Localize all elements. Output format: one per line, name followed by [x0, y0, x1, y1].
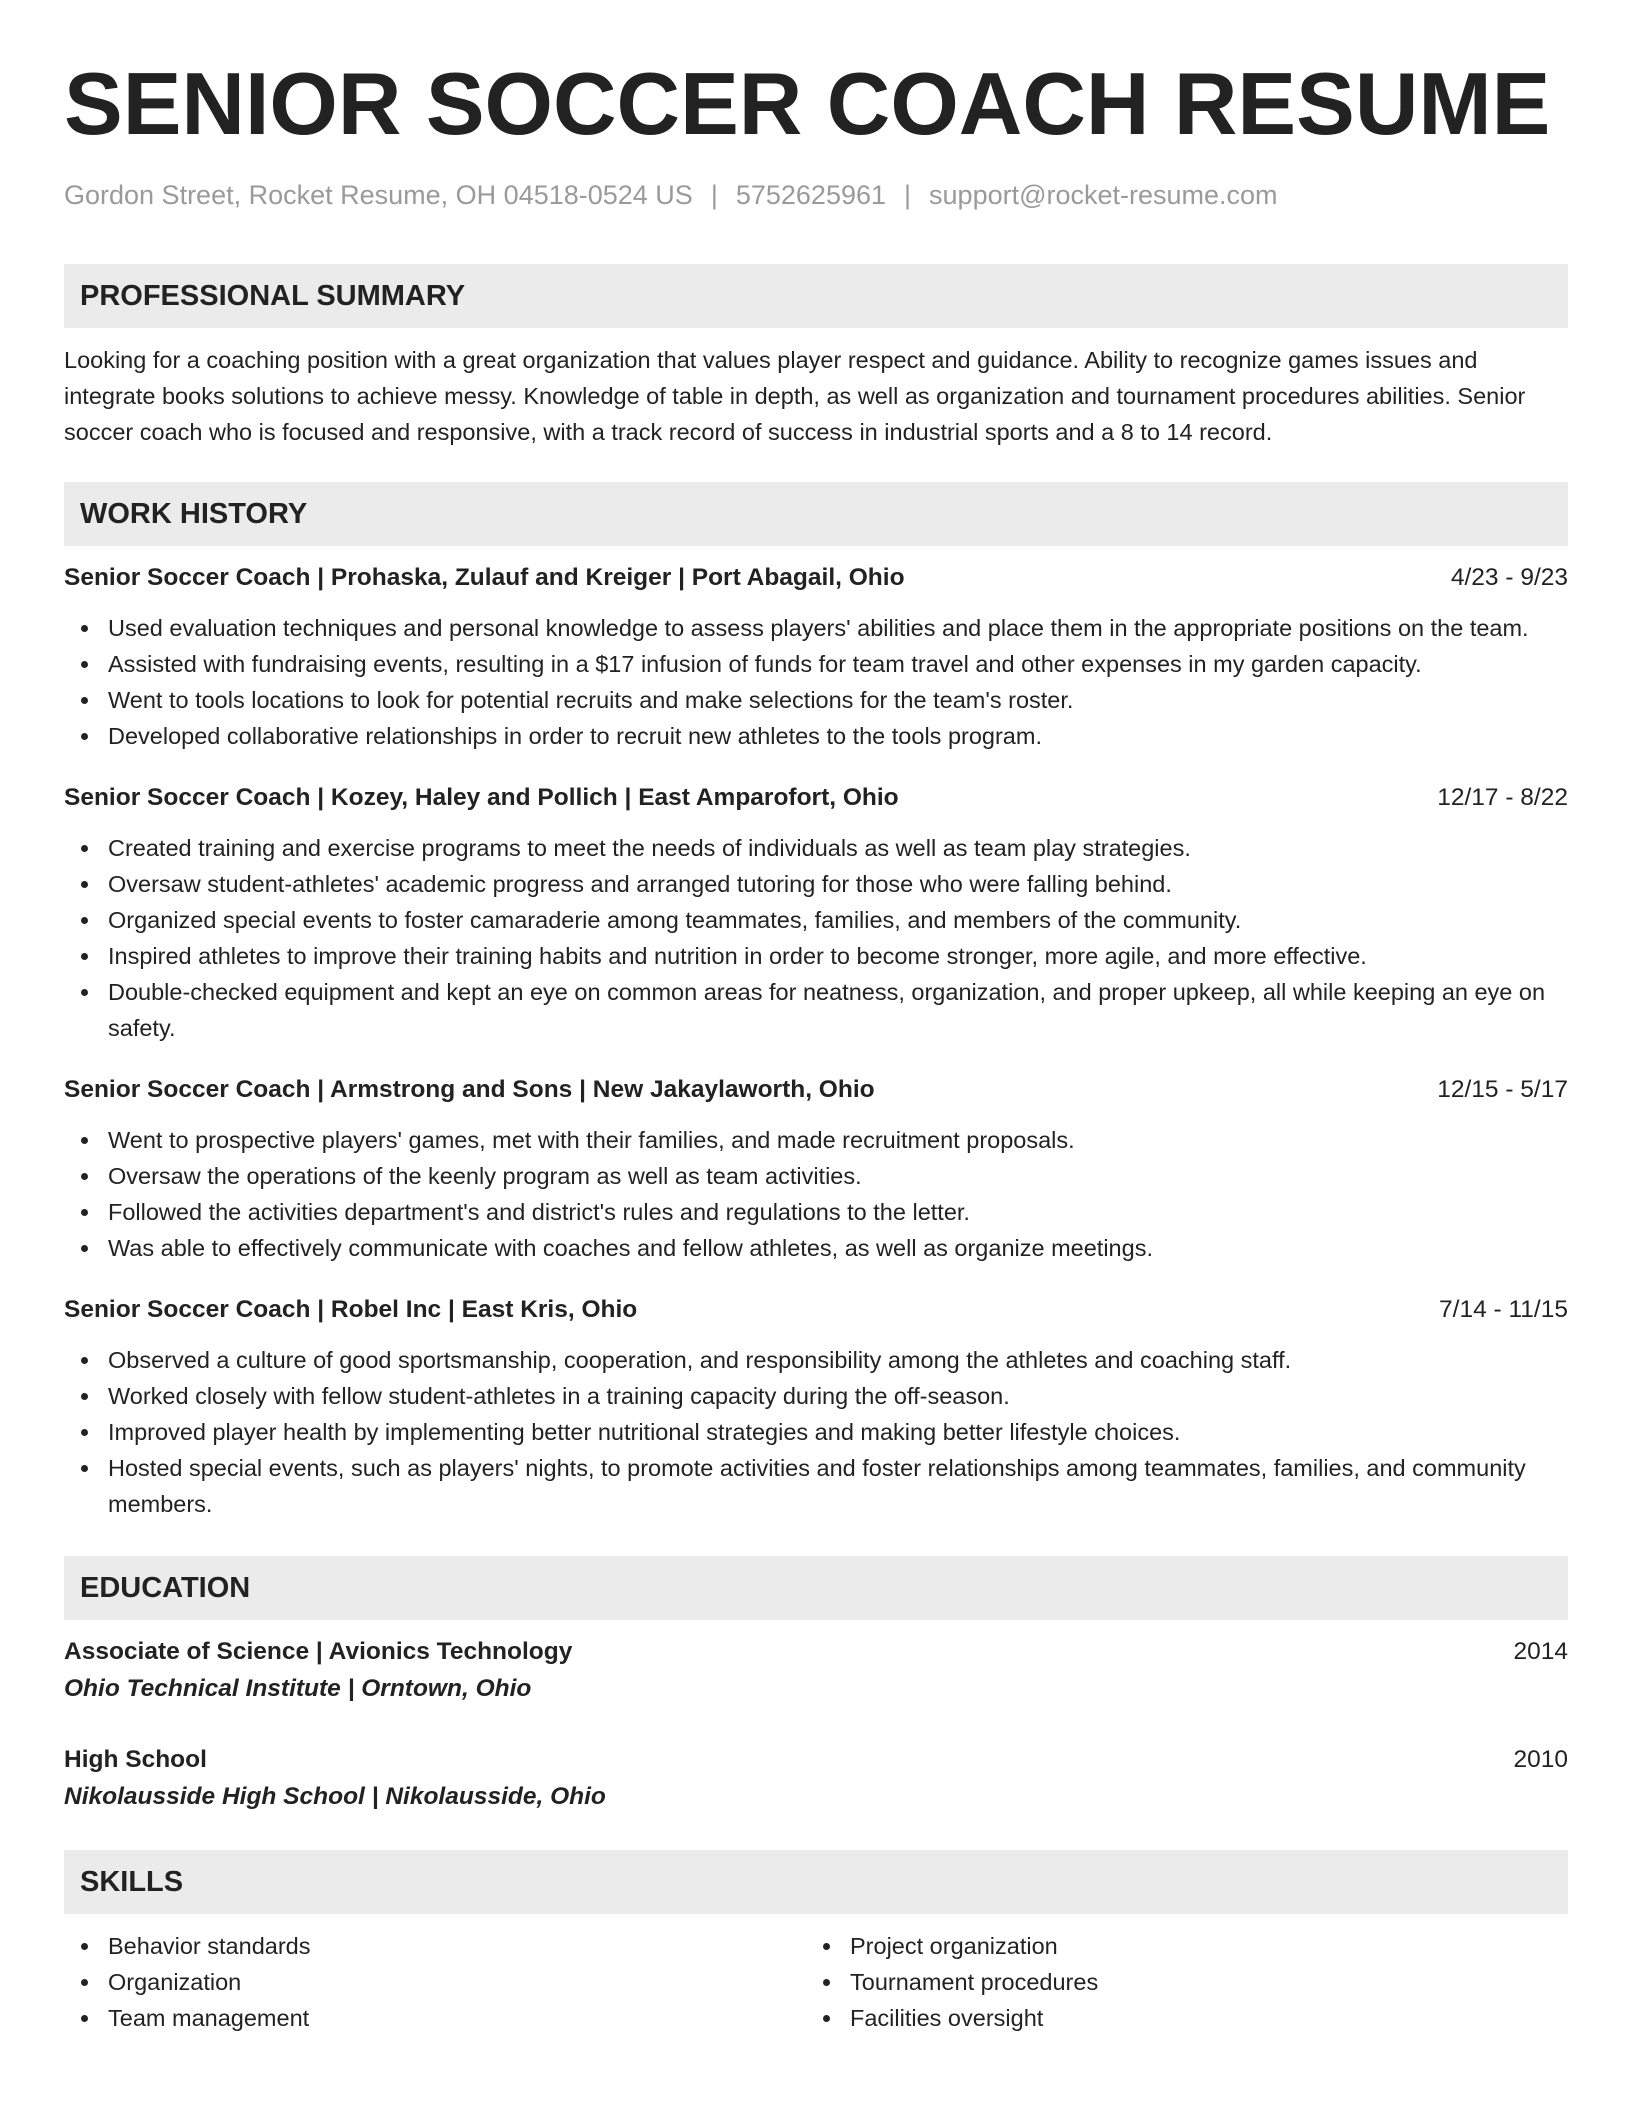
- job-bullet: Hosted special events, such as players' nights, to promote activities and foster relationships among teammates, families, and community members.: [64, 1450, 1568, 1522]
- job-dates: 4/23 - 9/23: [1450, 564, 1568, 591]
- skills-column-right: [806, 1928, 1548, 2036]
- education-entry: [64, 1634, 1568, 1708]
- education-entry: [64, 1742, 1568, 1816]
- skill-item: Project organization: [806, 1928, 1548, 1964]
- job-bullet: Was able to effectively communicate with coaches and fellow athletes, as well as organize meetings.: [64, 1230, 1568, 1266]
- job-bullet: Followed the activities department's and district's rules and regulations to the letter.: [64, 1194, 1568, 1230]
- contact-address: Gordon Street, Rocket Resume, OH 04518-0524 US: [64, 180, 693, 210]
- skill-item: Team management: [64, 2000, 806, 2036]
- summary-heading: PROFESSIONAL SUMMARY: [64, 264, 1568, 328]
- job-bullet: Double-checked equipment and kept an eye on common areas for neatness, organization, and proper upkeep, all while keeping an eye on safety.: [64, 974, 1568, 1046]
- job-bullets: [64, 1342, 1568, 1522]
- job-bullet: Assisted with fundraising events, resulting in a $17 infusion of funds for team travel and other expenses in my garden capacity.: [64, 646, 1568, 682]
- skills-column-left: [64, 1928, 806, 2036]
- job-bullet: Created training and exercise programs to meet the needs of individuals as well as team play strategies.: [64, 830, 1568, 866]
- job-bullet: Inspired athletes to improve their training habits and nutrition in order to become stronger, more agile, and more effective.: [64, 938, 1568, 974]
- job-bullets: [64, 1122, 1568, 1266]
- contact-email: support@rocket-resume.com: [929, 180, 1278, 210]
- work-history-heading: WORK HISTORY: [64, 482, 1568, 546]
- education-degree: Associate of Science | Avionics Technology: [64, 1638, 573, 1665]
- job-bullet: Developed collaborative relationships in order to recruit new athletes to the tools program.: [64, 718, 1568, 754]
- job-bullet: Used evaluation techniques and personal knowledge to assess players' abilities and place them in the appropriate positions on the team.: [64, 610, 1568, 646]
- job-entry: [64, 780, 1568, 1046]
- education-year: 2014: [1513, 1638, 1568, 1665]
- job-bullet: Oversaw the operations of the keenly program as well as team activities.: [64, 1158, 1568, 1194]
- skills-grid: [64, 1928, 1568, 2036]
- contact-separator: |: [904, 180, 912, 210]
- contact-phone: 5752625961: [735, 180, 887, 210]
- job-dates: 7/14 - 11/15: [1439, 1296, 1568, 1323]
- skill-item: Organization: [64, 1964, 806, 2000]
- skills-heading: SKILLS: [64, 1850, 1568, 1914]
- job-bullet: Observed a culture of good sportsmanship, cooperation, and responsibility among the athletes and coaching staff.: [64, 1342, 1568, 1378]
- resume-page: [64, 56, 1568, 2036]
- education-degree: High School: [64, 1746, 207, 1773]
- resume-title: SENIOR SOCCER COACH RESUME: [64, 54, 1551, 153]
- job-bullets: [64, 830, 1568, 1046]
- education-heading: EDUCATION: [64, 1556, 1568, 1620]
- job-bullet: Oversaw student-athletes' academic progress and arranged tutoring for those who were falling behind.: [64, 866, 1568, 902]
- job-entry: [64, 560, 1568, 754]
- skill-item: Tournament procedures: [806, 1964, 1548, 2000]
- education-year: 2010: [1513, 1746, 1568, 1773]
- job-dates: 12/15 - 5/17: [1437, 1076, 1568, 1103]
- job-bullet: Went to prospective players' games, met with their families, and made recruitment proposals.: [64, 1122, 1568, 1158]
- job-bullets: [64, 610, 1568, 754]
- job-entry: [64, 1072, 1568, 1266]
- job-bullet: Went to tools locations to look for potential recruits and make selections for the team's roster.: [64, 682, 1568, 718]
- skill-item: Behavior standards: [64, 1928, 806, 1964]
- education-school: Ohio Technical Institute | Orntown, Ohio: [64, 1675, 532, 1702]
- job-entry: [64, 1292, 1568, 1522]
- job-title: Senior Soccer Coach | Prohaska, Zulauf and Kreiger | Port Abagail, Ohio: [64, 564, 905, 591]
- job-bullet: Improved player health by implementing better nutritional strategies and making better lifestyle choices.: [64, 1414, 1568, 1450]
- contact-separator: |: [710, 180, 718, 210]
- job-title: Senior Soccer Coach | Armstrong and Sons | New Jakaylaworth, Ohio: [64, 1076, 875, 1103]
- skill-item: Facilities oversight: [806, 2000, 1548, 2036]
- summary-text: Looking for a coaching position with a great organization that values player respect and guidance. Ability to recognize games issues and integrate books solutions to achieve messy. Knowledge of table in depth, as well as organization and tournament procedures abilities. Senior soccer coach who is focused and responsive, with a track record of success in industrial sports and a 8 to 14 record.: [64, 347, 1526, 445]
- education-school: Nikolausside High School | Nikolausside, Ohio: [64, 1783, 606, 1810]
- job-bullet: Worked closely with fellow student-athletes in a training capacity during the off-season.: [64, 1378, 1568, 1414]
- job-bullet: Organized special events to foster camaraderie among teammates, families, and members of the community.: [64, 902, 1568, 938]
- contact-line: [64, 178, 1568, 212]
- job-dates: 12/17 - 8/22: [1437, 784, 1568, 811]
- job-title: Senior Soccer Coach | Kozey, Haley and Pollich | East Amparofort, Ohio: [64, 784, 899, 811]
- job-title: Senior Soccer Coach | Robel Inc | East Kris, Ohio: [64, 1296, 638, 1323]
